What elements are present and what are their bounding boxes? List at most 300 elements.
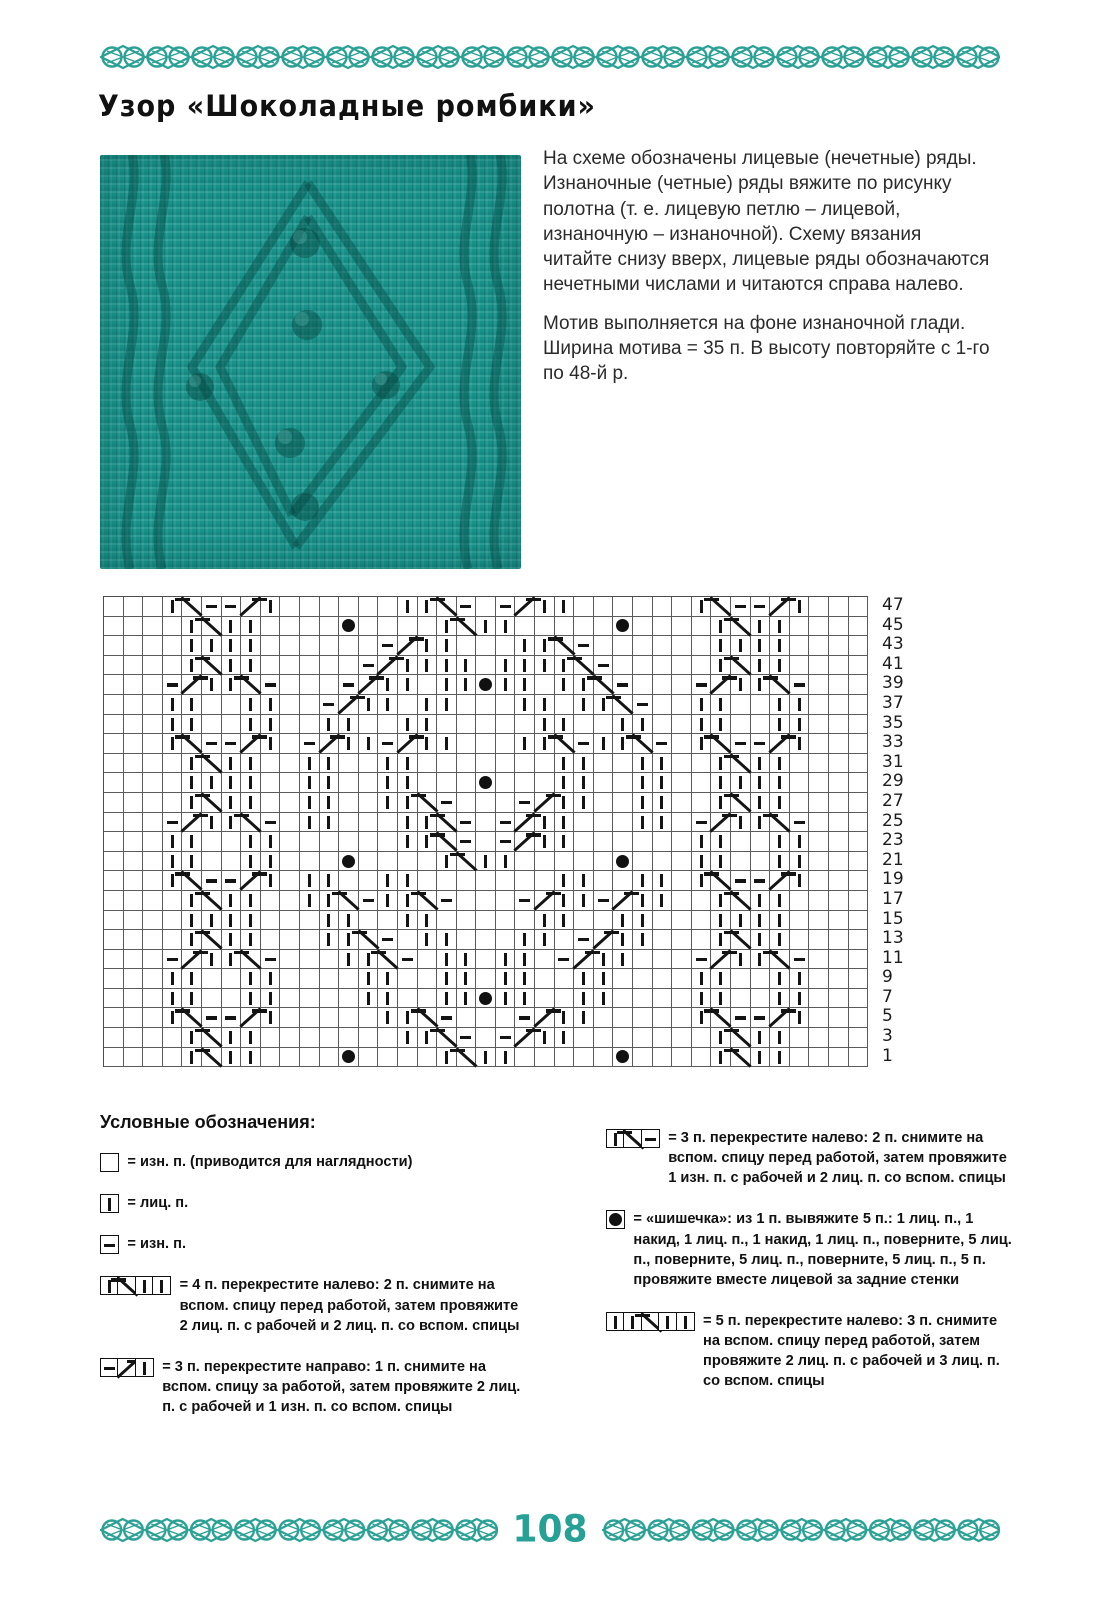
chart-cell [594, 675, 614, 695]
chart-cell [633, 911, 653, 931]
legend-item-text: = 4 п. перекрестите налево: 2 п. снимите на вспом. спицу перед работой, затем провяжите 2 лиц. п. с рабочей и 2 лиц. п. со вспом. спицы [179, 1277, 520, 1334]
chart-cell [770, 832, 790, 852]
chart-cell [496, 989, 516, 1009]
chart-cell [692, 911, 712, 931]
chart-cell [790, 715, 810, 735]
chart-cell [496, 852, 516, 872]
chart-cell [143, 871, 163, 891]
chart-cell [104, 695, 124, 715]
chart-cell [202, 852, 222, 872]
chart-cell [476, 656, 496, 676]
chart-cell [339, 989, 359, 1009]
chart-cell [418, 989, 438, 1009]
chart-cell [613, 950, 633, 970]
legend-left-item [100, 1193, 530, 1213]
chart-cell [143, 969, 163, 989]
chart-cell [790, 1008, 810, 1028]
chart-cell [124, 675, 144, 695]
chart-cell [320, 813, 340, 833]
chart-cell [515, 636, 535, 656]
chart-row-number: 21 [882, 849, 904, 870]
chart-cell [378, 891, 398, 911]
chart-cell [378, 930, 398, 950]
chart-row-number: 29 [882, 771, 904, 792]
chart-cell [515, 832, 535, 852]
chart-cell [849, 636, 869, 656]
chart-cell [182, 871, 202, 891]
chart-cell [398, 1028, 418, 1048]
chart-cell [202, 911, 222, 931]
chart-cell [515, 617, 535, 637]
chart-cell [182, 832, 202, 852]
chart-cell [261, 930, 281, 950]
chart-cell [222, 695, 242, 715]
chart-cell [418, 871, 438, 891]
chart-cell [633, 813, 653, 833]
chart-cell [790, 773, 810, 793]
chart-row-number: 47 [882, 595, 904, 615]
chart-cell [222, 793, 242, 813]
chart-cell [633, 1028, 653, 1048]
chart-row-number: 13 [882, 928, 904, 949]
chart-cell [809, 617, 829, 637]
chart-cell [418, 1008, 438, 1028]
chart-cell [633, 715, 653, 735]
chart-cell [202, 832, 222, 852]
chart-cell [692, 793, 712, 813]
chart-cell [711, 597, 731, 617]
chart-cell [770, 969, 790, 989]
chart-cell [809, 1028, 829, 1048]
chart-cell [437, 1028, 457, 1048]
chart-cell [809, 695, 829, 715]
chart-cell [320, 950, 340, 970]
chart-cell [300, 852, 320, 872]
chart-cell [143, 813, 163, 833]
chart-cell [104, 715, 124, 735]
legend-item-text: = 5 п. перекрестите налево: 3 п. снимите на вспом. спицу перед работой, затем провяжите 2 лиц. п. с рабочей и 3 лиц. п. со вспом. спицы [703, 1312, 1000, 1390]
chart-cell [163, 1028, 183, 1048]
chart-cell [320, 1048, 340, 1068]
chart-cell [653, 656, 673, 676]
chart-cell [633, 989, 653, 1009]
chart-cell [359, 793, 379, 813]
chart-cell [378, 1008, 398, 1028]
chart-cell [202, 617, 222, 637]
chart-cell [359, 754, 379, 774]
chart-cell [222, 715, 242, 735]
chart-cell [633, 656, 653, 676]
chart-cell [653, 832, 673, 852]
chart-cell [457, 989, 477, 1009]
chart-cell [163, 911, 183, 931]
chart-cell [437, 911, 457, 931]
chart-cell [182, 950, 202, 970]
chart-cell [418, 911, 438, 931]
chart-cell [731, 656, 751, 676]
chart-cell [711, 695, 731, 715]
chart-cell [790, 1028, 810, 1048]
chart-row-number: 19 [882, 869, 904, 890]
chart-cell [770, 773, 790, 793]
chart-cell [163, 930, 183, 950]
chart-cell [437, 891, 457, 911]
chart-cell [613, 636, 633, 656]
chart-cell [202, 1008, 222, 1028]
legend-symbol-cell [641, 1312, 660, 1331]
chart-cell [496, 1048, 516, 1068]
chart-cell [339, 969, 359, 989]
chart-cell [555, 793, 575, 813]
chart-cell [790, 969, 810, 989]
chart-cell [809, 871, 829, 891]
celtic-border-bottom-right [602, 1515, 1000, 1545]
chart-row [104, 597, 868, 617]
chart-cell [320, 617, 340, 637]
chart-cell [672, 754, 692, 774]
chart-cell [300, 930, 320, 950]
chart-cell [535, 617, 555, 637]
chart-cell [261, 1028, 281, 1048]
chart-cell [261, 1008, 281, 1028]
chart-cell [280, 636, 300, 656]
legend-item-text: = лиц. п. [127, 1195, 189, 1212]
chart-cell [594, 871, 614, 891]
chart-cell [829, 715, 849, 735]
legend-left-item [100, 1234, 530, 1254]
chart-cell [790, 852, 810, 872]
chart-cell [437, 813, 457, 833]
chart-cell [241, 656, 261, 676]
chart-cell [163, 793, 183, 813]
chart-cell [398, 969, 418, 989]
legend-symbol-cell [117, 1358, 136, 1377]
chart-cell [515, 1048, 535, 1068]
chart-cell [594, 989, 614, 1009]
chart-cell [751, 617, 771, 637]
chart-cell [770, 734, 790, 754]
chart-cell [770, 891, 790, 911]
chart-cell [300, 832, 320, 852]
chart-cell [829, 675, 849, 695]
chart-cell [437, 871, 457, 891]
chart-cell [378, 636, 398, 656]
chart-cell [711, 636, 731, 656]
chart-cell [770, 695, 790, 715]
chart-cell [437, 715, 457, 735]
chart-cell [241, 617, 261, 637]
chart-cell [574, 832, 594, 852]
chart-cell [300, 989, 320, 1009]
chart-cell [790, 597, 810, 617]
chart-cell [711, 852, 731, 872]
chart-cell [731, 1008, 751, 1028]
chart-cell [751, 754, 771, 774]
chart-cell [320, 734, 340, 754]
chart-cell [104, 950, 124, 970]
chart-cell [359, 1028, 379, 1048]
chart-cell [751, 793, 771, 813]
chart-cell [182, 597, 202, 617]
chart-cell [535, 754, 555, 774]
chart-cell [418, 930, 438, 950]
chart-cell [809, 597, 829, 617]
chart-cell [849, 734, 869, 754]
chart-cell [633, 930, 653, 950]
chart-cell [437, 675, 457, 695]
chart-cell [143, 754, 163, 774]
chart-cell [555, 754, 575, 774]
chart-cell [457, 656, 477, 676]
chart-cell [672, 773, 692, 793]
chart-cell [241, 695, 261, 715]
chart-cell [359, 715, 379, 735]
chart-cell [418, 1048, 438, 1068]
chart-row-number: 9 [882, 967, 893, 988]
chart-cell [398, 754, 418, 774]
chart-cell [809, 675, 829, 695]
chart-cell [672, 989, 692, 1009]
chart-cell [829, 891, 849, 911]
chart-cell [672, 793, 692, 813]
chart-cell [104, 852, 124, 872]
chart-cell [790, 656, 810, 676]
chart-cell [574, 636, 594, 656]
chart-cell [182, 715, 202, 735]
chart-cell [182, 989, 202, 1009]
chart-cell [476, 1048, 496, 1068]
knitting-chart [103, 595, 904, 1072]
chart-cell [163, 950, 183, 970]
chart-cell [594, 969, 614, 989]
chart-cell [496, 911, 516, 931]
chart-cell [555, 675, 575, 695]
chart-cell [398, 911, 418, 931]
chart-cell [359, 636, 379, 656]
chart-cell [770, 989, 790, 1009]
chart-cell [790, 813, 810, 833]
chart-cell [809, 734, 829, 754]
chart-cell [124, 930, 144, 950]
chart-cell [241, 891, 261, 911]
chart-cell [809, 891, 829, 911]
chart-cell [633, 1008, 653, 1028]
chart-cell [751, 773, 771, 793]
chart-cell [751, 656, 771, 676]
chart-cell [163, 636, 183, 656]
chart-cell [418, 715, 438, 735]
chart-cell [731, 1048, 751, 1068]
chart-row-number: 17 [882, 888, 904, 909]
chart-cell [770, 715, 790, 735]
legend-item-text: = «шишечка»: из 1 п. вывяжите 5 п.: 1 лиц. п., 1 накид, 1 лиц. п., 1 накид, 1 лиц. п., поверните, 5 лиц. п., поверните, 5 лиц. п., поверните, 5 лиц. п., 5 п. провяжите вместе лицевой за задние стенки [633, 1211, 1012, 1288]
chart-cell [535, 969, 555, 989]
chart-cell [849, 695, 869, 715]
chart-cell [300, 734, 320, 754]
chart-cell [731, 1028, 751, 1048]
chart-cell [790, 930, 810, 950]
chart-row-number: 35 [882, 712, 904, 733]
chart-cell [496, 1008, 516, 1028]
chart-cell [692, 617, 712, 637]
chart-cell [653, 871, 673, 891]
chart-cell [143, 1048, 163, 1068]
chart-cell [496, 793, 516, 813]
chart-cell [104, 793, 124, 813]
chart-cell [829, 871, 849, 891]
chart-cell [261, 715, 281, 735]
chart-cell [241, 969, 261, 989]
chart-cell [633, 950, 653, 970]
chart-cell [555, 636, 575, 656]
chart-cell [300, 793, 320, 813]
chart-cell [809, 793, 829, 813]
chart-cell [320, 715, 340, 735]
chart-cell [633, 891, 653, 911]
chart-cell [124, 969, 144, 989]
chart-cell [809, 969, 829, 989]
chart-cell [515, 656, 535, 676]
chart-cell [711, 871, 731, 891]
chart-cell [124, 754, 144, 774]
chart-cell [574, 911, 594, 931]
chart-cell [790, 989, 810, 1009]
chart-cell [437, 773, 457, 793]
chart-cell [653, 793, 673, 813]
chart-cell [829, 617, 849, 637]
chart-cell [320, 793, 340, 813]
chart-cell [457, 891, 477, 911]
chart-cell [457, 1008, 477, 1028]
chart-cell [241, 1048, 261, 1068]
chart-cell [222, 754, 242, 774]
chart-cell [320, 911, 340, 931]
chart-cell [241, 930, 261, 950]
legend-symbol-cell [135, 1358, 154, 1377]
chart-cell [476, 773, 496, 793]
chart-cell [672, 734, 692, 754]
chart-cell [300, 636, 320, 656]
legend-symbol [606, 1210, 623, 1229]
chart-cell [496, 773, 516, 793]
chart-row-numbers [876, 596, 904, 1066]
chart-cell [574, 813, 594, 833]
chart-cell [261, 675, 281, 695]
chart-cell [359, 695, 379, 715]
chart-cell [476, 832, 496, 852]
chart-cell [104, 911, 124, 931]
chart-cell [241, 715, 261, 735]
chart-cell [829, 1028, 849, 1048]
chart-cell [476, 911, 496, 931]
legend-symbol [100, 1194, 117, 1213]
chart-cell [398, 1048, 418, 1068]
chart-cell [143, 773, 163, 793]
chart-cell [770, 754, 790, 774]
chart-cell [849, 871, 869, 891]
chart-cell [261, 852, 281, 872]
chart-cell [809, 636, 829, 656]
chart-cell [751, 695, 771, 715]
chart-cell [653, 1008, 673, 1028]
chart-cell [143, 656, 163, 676]
chart-cell [751, 969, 771, 989]
chart-cell [613, 969, 633, 989]
chart-cell [280, 793, 300, 813]
chart-cell [829, 773, 849, 793]
chart-cell [143, 617, 163, 637]
chart-cell [143, 989, 163, 1009]
chart-cell [202, 950, 222, 970]
chart-cell [339, 734, 359, 754]
chart-cell [613, 911, 633, 931]
chart-cell [437, 930, 457, 950]
chart-cell [280, 930, 300, 950]
chart-cell [633, 969, 653, 989]
chart-cell [202, 969, 222, 989]
chart-cell [261, 950, 281, 970]
chart-cell [457, 911, 477, 931]
chart-cell [496, 930, 516, 950]
legend-symbol [100, 1235, 117, 1254]
chart-cell [574, 969, 594, 989]
chart-cell [711, 715, 731, 735]
chart-cell [418, 734, 438, 754]
chart-cell [790, 754, 810, 774]
chart-cell [535, 813, 555, 833]
chart-cell [261, 695, 281, 715]
chart-cell [849, 773, 869, 793]
chart-cell [613, 656, 633, 676]
chart-cell [378, 617, 398, 637]
legend-symbol-cell [641, 1129, 660, 1148]
chart-cell [672, 911, 692, 931]
chart-cell [692, 715, 712, 735]
chart-cell [711, 832, 731, 852]
chart-cell [457, 852, 477, 872]
page-number: 108 [512, 1507, 588, 1551]
chart-cell [515, 969, 535, 989]
chart-cell [829, 813, 849, 833]
chart-cell [633, 695, 653, 715]
chart-cell [731, 891, 751, 911]
chart-cell [320, 675, 340, 695]
chart-cell [339, 832, 359, 852]
chart-cell [124, 950, 144, 970]
chart-cell [555, 773, 575, 793]
chart-cell [378, 1048, 398, 1068]
chart-cell [829, 1048, 849, 1068]
chart-cell [476, 597, 496, 617]
chart-cell [653, 930, 673, 950]
legend-symbol-cell [100, 1235, 119, 1254]
chart-cell [163, 813, 183, 833]
chart-cell [339, 617, 359, 637]
chart-cell [124, 636, 144, 656]
chart-cell [790, 832, 810, 852]
chart-cell [124, 832, 144, 852]
chart-cell [320, 871, 340, 891]
chart-cell [457, 597, 477, 617]
chart-cell [457, 930, 477, 950]
chart-cell [476, 734, 496, 754]
chart-cell [261, 773, 281, 793]
chart-cell [280, 1048, 300, 1068]
chart-cell [437, 656, 457, 676]
legend-symbol-cell [100, 1358, 119, 1377]
chart-cell [535, 715, 555, 735]
chart-cell [829, 636, 849, 656]
